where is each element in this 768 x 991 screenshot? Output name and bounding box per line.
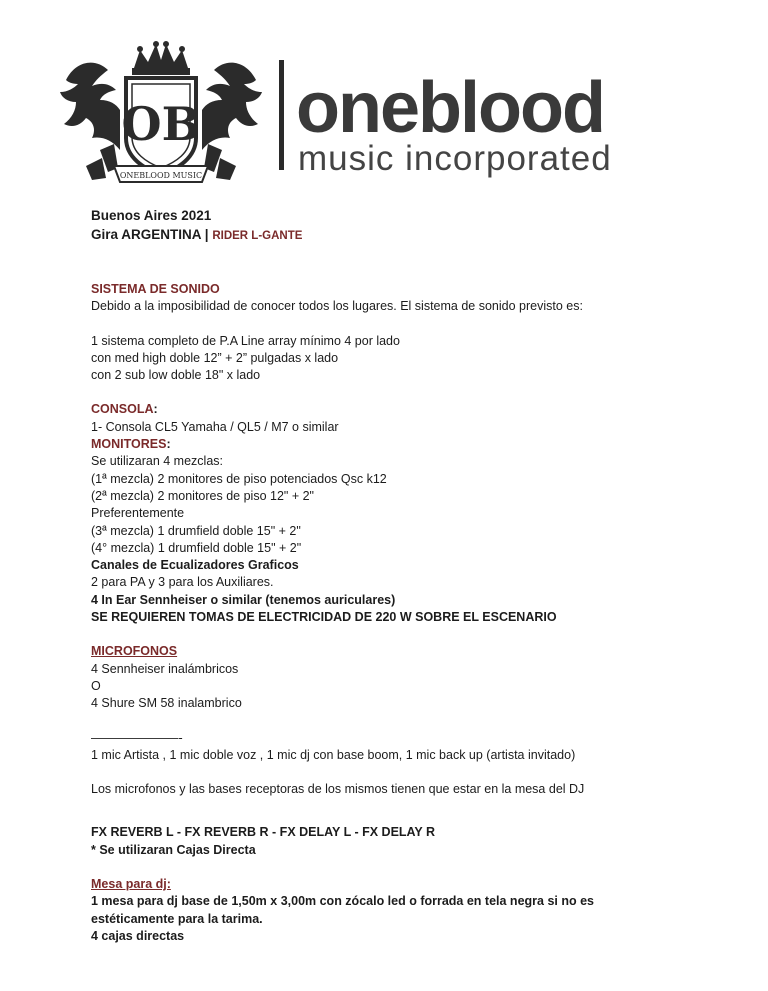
monitor-line: Preferentemente: [91, 506, 185, 521]
crest-ribbon-text: ONEBLOOD MUSIC: [119, 171, 203, 180]
console-heading: CONSOLA: [91, 402, 154, 417]
di-note: * Se utilizaran Cajas Directa: [91, 842, 256, 857]
dj-line: 1 mesa para dj base de 1,50m x 3,00m con zócalo led o forrada en tela negra si no es: [91, 894, 594, 909]
monitors-heading: MONITORES: [91, 437, 167, 452]
mic-note: Los microfonos y las bases receptoras de los mismos tienen que estar en la mesa del DJ: [91, 782, 585, 797]
sound-intro: Debido a la imposibilidad de conocer todos los lugares. El sistema de sonido previsto es:: [91, 299, 583, 314]
monitors-colon: :: [166, 437, 171, 452]
brand-name: oneblood: [296, 68, 604, 148]
mic-list: 1 mic Artista , 1 mic doble voz , 1 mic dj con base boom, 1 mic back up (artista invitado): [91, 747, 576, 762]
console-colon: :: [153, 402, 158, 417]
power-line: SE REQUIEREN TOMAS DE ELECTRICIDAD DE 220 W SOBRE EL ESCENARIO: [91, 610, 557, 625]
dj-heading: Mesa para dj:: [91, 877, 171, 892]
dj-line: estéticamente para la tarima.: [91, 911, 263, 926]
rider-label: RIDER L-GANTE: [212, 230, 303, 242]
eq-line: 2 para PA y 3 para los Auxiliares.: [91, 575, 274, 590]
mics-heading: MICROFONOS: [91, 644, 178, 659]
sound-line: 1 sistema completo de P.A Line array mínimo 4 por lado: [91, 333, 400, 348]
sound-line: con med high doble 12” + 2” pulgadas x lado: [91, 350, 339, 365]
mic-line: 4 Shure SM 58 inalambrico: [91, 696, 242, 711]
location-line: Buenos Aires 2021: [91, 208, 212, 223]
sound-heading: SISTEMA DE SONIDO: [91, 282, 220, 296]
mic-separator: ———————-: [91, 730, 183, 745]
crest-monogram: OB: [121, 97, 201, 151]
monitor-line: (1ª mezcla) 2 monitores de piso potenciados Qsc k12: [91, 471, 387, 486]
letterhead: [0, 0, 768, 195]
tour-label: Gira ARGENTINA |: [91, 227, 209, 242]
console-heading-line: [91, 401, 731, 418]
dj-line: 4 cajas directas: [91, 928, 185, 943]
griffin-crest-logo: [56, 40, 266, 190]
monitors-heading-line: [91, 436, 731, 453]
eq-heading: Canales de Ecualizadores Graficos: [91, 558, 299, 573]
tour-line: [91, 225, 731, 246]
rider-body: [91, 206, 731, 945]
in-ear-line: 4 In Ear Sennheiser o similar (tenemos auriculares): [91, 592, 396, 607]
fx-line: FX REVERB L - FX REVERB R - FX DELAY L - FX DELAY R: [91, 825, 436, 840]
monitor-line: Se utilizaran 4 mezclas:: [91, 454, 224, 469]
sound-line: con 2 sub low doble 18" x lado: [91, 368, 261, 383]
mic-line: 4 Sennheiser inalámbricos: [91, 661, 239, 676]
brand-tagline: music incorporated: [298, 139, 612, 178]
monitor-line: (3ª mezcla) 1 drumfield doble 15" + 2": [91, 523, 301, 538]
mic-line: O: [91, 678, 101, 693]
console-line: 1- Consola CL5 Yamaha / QL5 / M7 o similar: [91, 419, 339, 434]
monitor-line: (2ª mezcla) 2 monitores de piso 12" + 2": [91, 488, 314, 503]
logo-divider: [279, 60, 284, 170]
monitor-line: (4° mezcla) 1 drumfield doble 15" + 2": [91, 540, 302, 555]
